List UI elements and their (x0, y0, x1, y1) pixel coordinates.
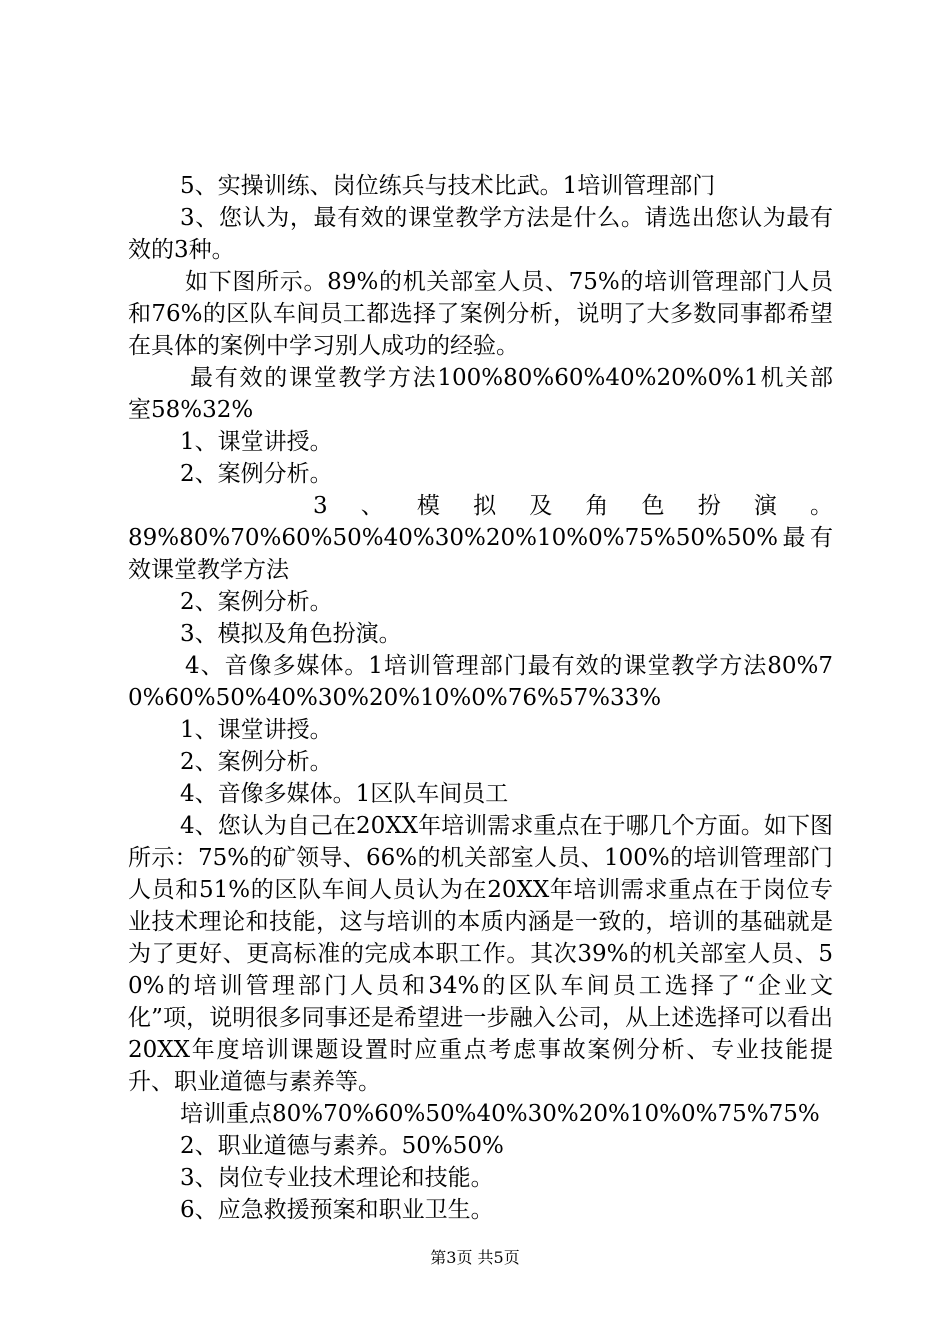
paragraph: 1、课堂讲授。 (180, 717, 333, 743)
paragraph: 3、模拟及角色扮演。 (313, 493, 833, 519)
paragraph: 89%80%70%60%50%40%30%20%10%0%75%50%50%最有效课堂教学方法 (128, 525, 833, 583)
paragraph: 6、应急救援预案和职业卫生。 (180, 1197, 494, 1223)
paragraph: 2、案例分析。 (180, 749, 333, 775)
paragraph: 2、案例分析。 (180, 589, 333, 615)
paragraph: 如下图所示。89%的机关部室人员、75%的培训管理部门人员和76%的区队车间员工都选择了案例分析，说明了大多数同事都希望在具体的案例中学习别人成功的经验。 (128, 269, 833, 359)
paragraph: 5、实操训练、岗位练兵与技术比武。1培训管理部门 (180, 173, 716, 199)
paragraph: 2、案例分析。 (180, 461, 333, 487)
paragraph: 4、音像多媒体。1区队车间员工 (180, 781, 509, 807)
paragraph: 3、您认为，最有效的课堂教学方法是什么。请选出您认为最有效的3种。 (128, 205, 833, 263)
page-number-footer: 第3页 共5页 (430, 1248, 520, 1267)
paragraph: 培训重点80%70%60%50%40%30%20%10%0%75%75% (180, 1101, 820, 1127)
paragraph: 2、职业道德与素养。50%50% (180, 1133, 504, 1159)
paragraph: 1、课堂讲授。 (180, 429, 333, 455)
paragraph: 4、您认为自己在20XX年培训需求重点在于哪几个方面。如下图所示：75%的矿领导、66%的机关部室人员、100%的培训管理部门人员和51%的区队车间人员认为在20XX年培训需求重点在于岗位专业技术理论和技能，这与培训的本质内涵是一致的，培训的基础就是为了更好、更高标准的完成本职工作。其次39%的机关部室人员、50%的培训管理部门人员和34%的区队车间员工选择了“企业文化”项，说明很多同事还是希望进一步融入公司，从上述选择可以看出20XX年度培训课题设置时应重点考虑事故案例分析、专业技能提升、职业道德与素养等。 (128, 813, 833, 1095)
paragraph: 4、音像多媒体。1培训管理部门最有效的课堂教学方法80%70%60%50%40%30%20%10%0%76%57%33% (128, 653, 833, 711)
paragraph: 最有效的课堂教学方法100%80%60%40%20%0%1机关部室58%32% (128, 365, 833, 423)
paragraph: 3、模拟及角色扮演。 (180, 621, 402, 647)
paragraph: 3、岗位专业技术理论和技能。 (180, 1165, 494, 1191)
document-body (128, 170, 833, 1226)
